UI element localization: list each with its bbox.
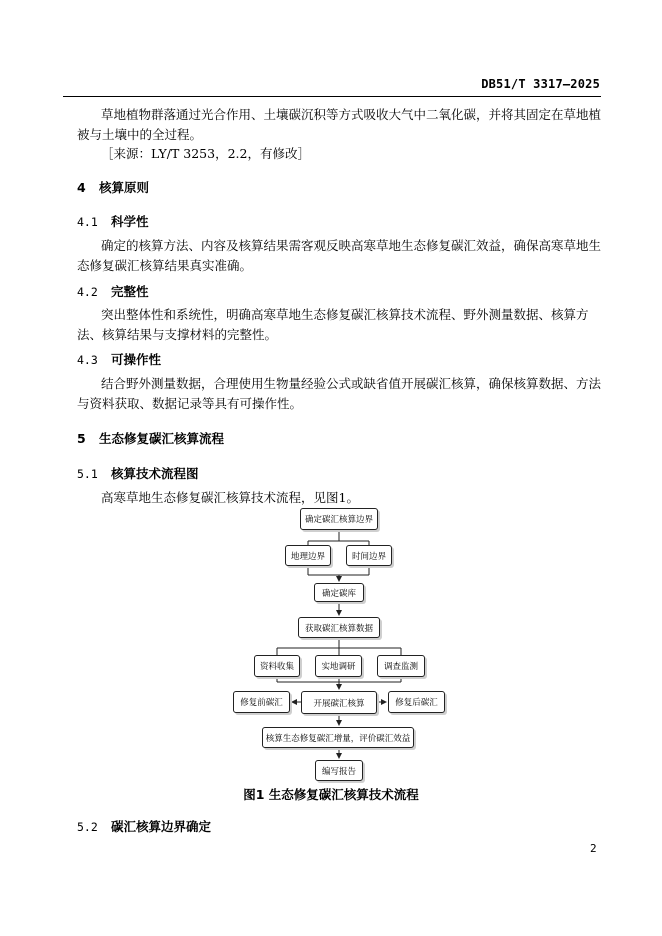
subsection-title: 碳汇核算边界确定: [111, 819, 212, 834]
flow-box-carbon-pool: 确定碳库: [314, 583, 364, 602]
section-5-1-text: 高寒草地生态修复碳汇核算技术流程，见图1。: [101, 490, 359, 505]
flow-box-carbon-accounting: 开展碳汇核算: [301, 691, 377, 714]
flow-box-data-collection: 资料收集: [254, 655, 300, 677]
flow-box-boundary: 确定碳汇核算边界: [300, 508, 378, 530]
subsection-number: 5.2: [77, 820, 98, 834]
subsection-number: 4.3: [77, 353, 98, 367]
flow-box-before-restoration: 修复前碳汇: [233, 691, 290, 713]
subsection-title: 科学性: [111, 214, 149, 229]
subsection-number: 4.1: [77, 215, 98, 229]
document-code: DB51/T 3317—2025: [481, 77, 600, 91]
figure-caption: 图1 生态修复碳汇核算技术流程: [243, 787, 419, 802]
section-4-3-text: 结合野外测量数据，合理使用生物量经验公式或缺省值开展碳汇核算，确保核算数据、方法与资料获取、数据记录等具有可操作性。: [77, 376, 602, 411]
definition-source: ［来源：LY/T 3253，2.2，有修改］: [101, 146, 310, 161]
section-5-2-heading: [77, 817, 211, 835]
section-title: 生态修复碳汇核算流程: [99, 431, 225, 446]
section-number: 5: [77, 431, 86, 446]
page-number: 2: [590, 842, 597, 855]
flow-box-time-boundary: 时间边界: [346, 545, 392, 566]
section-number: 4: [77, 180, 86, 195]
flow-box-acquire-data: 获取碳汇核算数据: [298, 617, 380, 638]
flow-box-geo-boundary: 地理边界: [285, 545, 331, 566]
section-4-1-text: 确定的核算方法、内容及核算结果需客观反映高寒草地生态修复碳汇效益，确保高寒草地生态修复碳汇核算结果真实准确。: [77, 238, 602, 273]
subsection-title: 核算技术流程图: [111, 466, 199, 481]
subsection-title: 可操作性: [111, 352, 162, 367]
flow-box-field-research: 实地调研: [315, 655, 362, 677]
definition-text: 草地植物群落通过光合作用、土壤碳沉积等方式吸收大气中二氧化碳，并将其固定在草地植被与土壤中的全过程。: [77, 107, 602, 142]
flow-box-after-restoration: 修复后碳汇: [388, 691, 445, 713]
flow-box-survey-monitoring: 调查监测: [377, 655, 425, 677]
subsection-title: 完整性: [111, 284, 149, 299]
section-title: 核算原则: [99, 180, 150, 195]
flow-box-write-report: 编写报告: [315, 760, 363, 781]
subsection-number: 4.2: [77, 285, 98, 299]
flow-box-evaluate-result: 核算生态修复碳汇增量，评价碳汇效益: [262, 727, 414, 748]
subsection-number: 5.1: [77, 467, 98, 481]
section-4-2-text: 突出整体性和系统性，明确高寒草地生态修复碳汇核算技术流程、野外测量数据、核算方法、核算结果与支撑材料的完整性。: [77, 307, 589, 342]
